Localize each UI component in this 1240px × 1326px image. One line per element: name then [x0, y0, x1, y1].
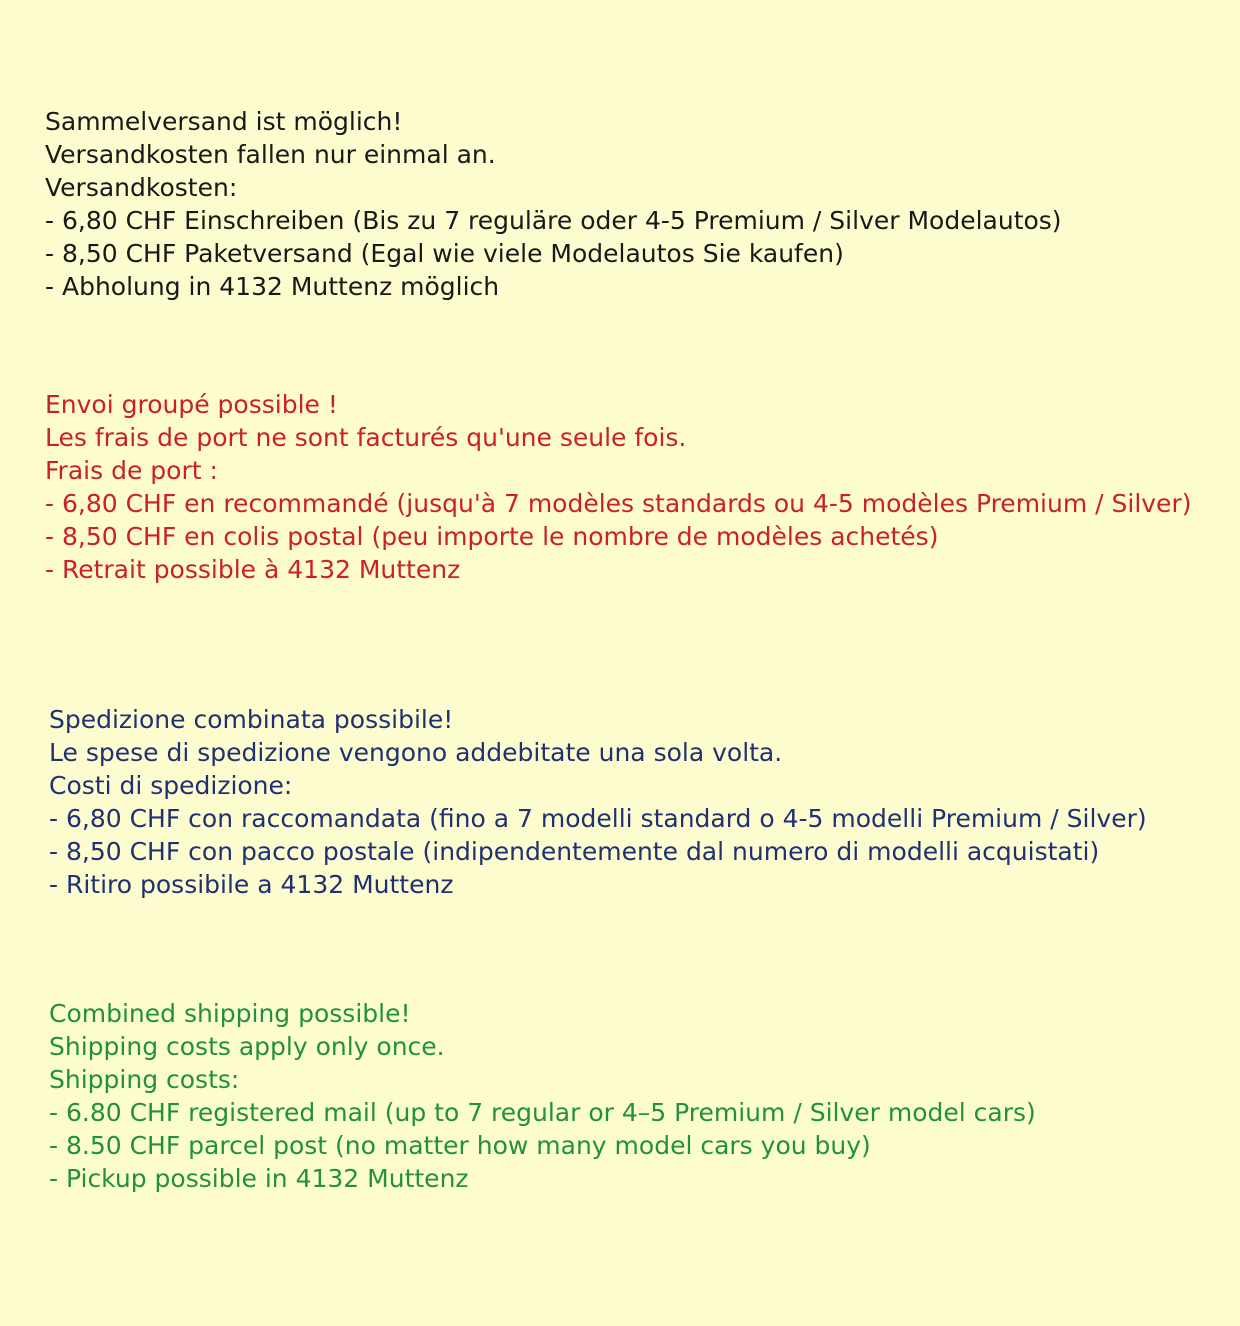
english-line-registered: - 6.80 CHF registered mail (up to 7 regular or 4–5 Premium / Silver model cars) — [49, 1098, 1036, 1127]
shipping-info-block-english — [49, 997, 1036, 1195]
french-line-pickup: - Retrait possible à 4132 Muttenz — [45, 555, 461, 584]
english-line-costs-label: Shipping costs: — [49, 1065, 240, 1094]
shipping-info-block-german — [45, 105, 1062, 303]
english-line-once: Shipping costs apply only once. — [49, 1032, 445, 1061]
english-line-pickup: - Pickup possible in 4132 Muttenz — [49, 1164, 469, 1193]
shipping-info-block-french — [45, 388, 1191, 586]
french-line-registered: - 6,80 CHF en recommandé (jusqu'à 7 modèles standards ou 4-5 modèles Premium / Silver) — [45, 489, 1192, 518]
english-line-headline: Combined shipping possible! — [49, 999, 411, 1028]
italian-line-pickup: - Ritiro possibile a 4132 Muttenz — [49, 870, 454, 899]
french-line-headline: Envoi groupé possible ! — [45, 390, 338, 419]
german-line-parcel: - 8,50 CHF Paketversand (Egal wie viele Modelautos Sie kaufen) — [45, 239, 844, 268]
french-line-once: Les frais de port ne sont facturés qu'une seule fois. — [45, 423, 687, 452]
italian-line-registered: - 6,80 CHF con raccomandata (fino a 7 modelli standard o 4-5 modelli Premium / Silver) — [49, 804, 1147, 833]
italian-line-once: Le spese di spedizione vengono addebitate una sola volta. — [49, 738, 783, 767]
german-line-once: Versandkosten fallen nur einmal an. — [45, 140, 496, 169]
italian-line-parcel: - 8,50 CHF con pacco postale (indipendentemente dal numero di modelli acquistati) — [49, 837, 1100, 866]
french-line-costs-label: Frais de port : — [45, 456, 218, 485]
german-line-headline: Sammelversand ist möglich! — [45, 107, 403, 136]
italian-line-headline: Spedizione combinata possibile! — [49, 705, 454, 734]
german-line-costs-label: Versandkosten: — [45, 173, 238, 202]
shipping-info-block-italian — [49, 703, 1147, 901]
italian-line-costs-label: Costi di spedizione: — [49, 771, 293, 800]
german-line-pickup: - Abholung in 4132 Muttenz möglich — [45, 272, 500, 301]
german-line-registered: - 6,80 CHF Einschreiben (Bis zu 7 reguläre oder 4-5 Premium / Silver Modelautos) — [45, 206, 1062, 235]
french-line-parcel: - 8,50 CHF en colis postal (peu importe le nombre de modèles achetés) — [45, 522, 939, 551]
english-line-parcel: - 8.50 CHF parcel post (no matter how many model cars you buy) — [49, 1131, 871, 1160]
